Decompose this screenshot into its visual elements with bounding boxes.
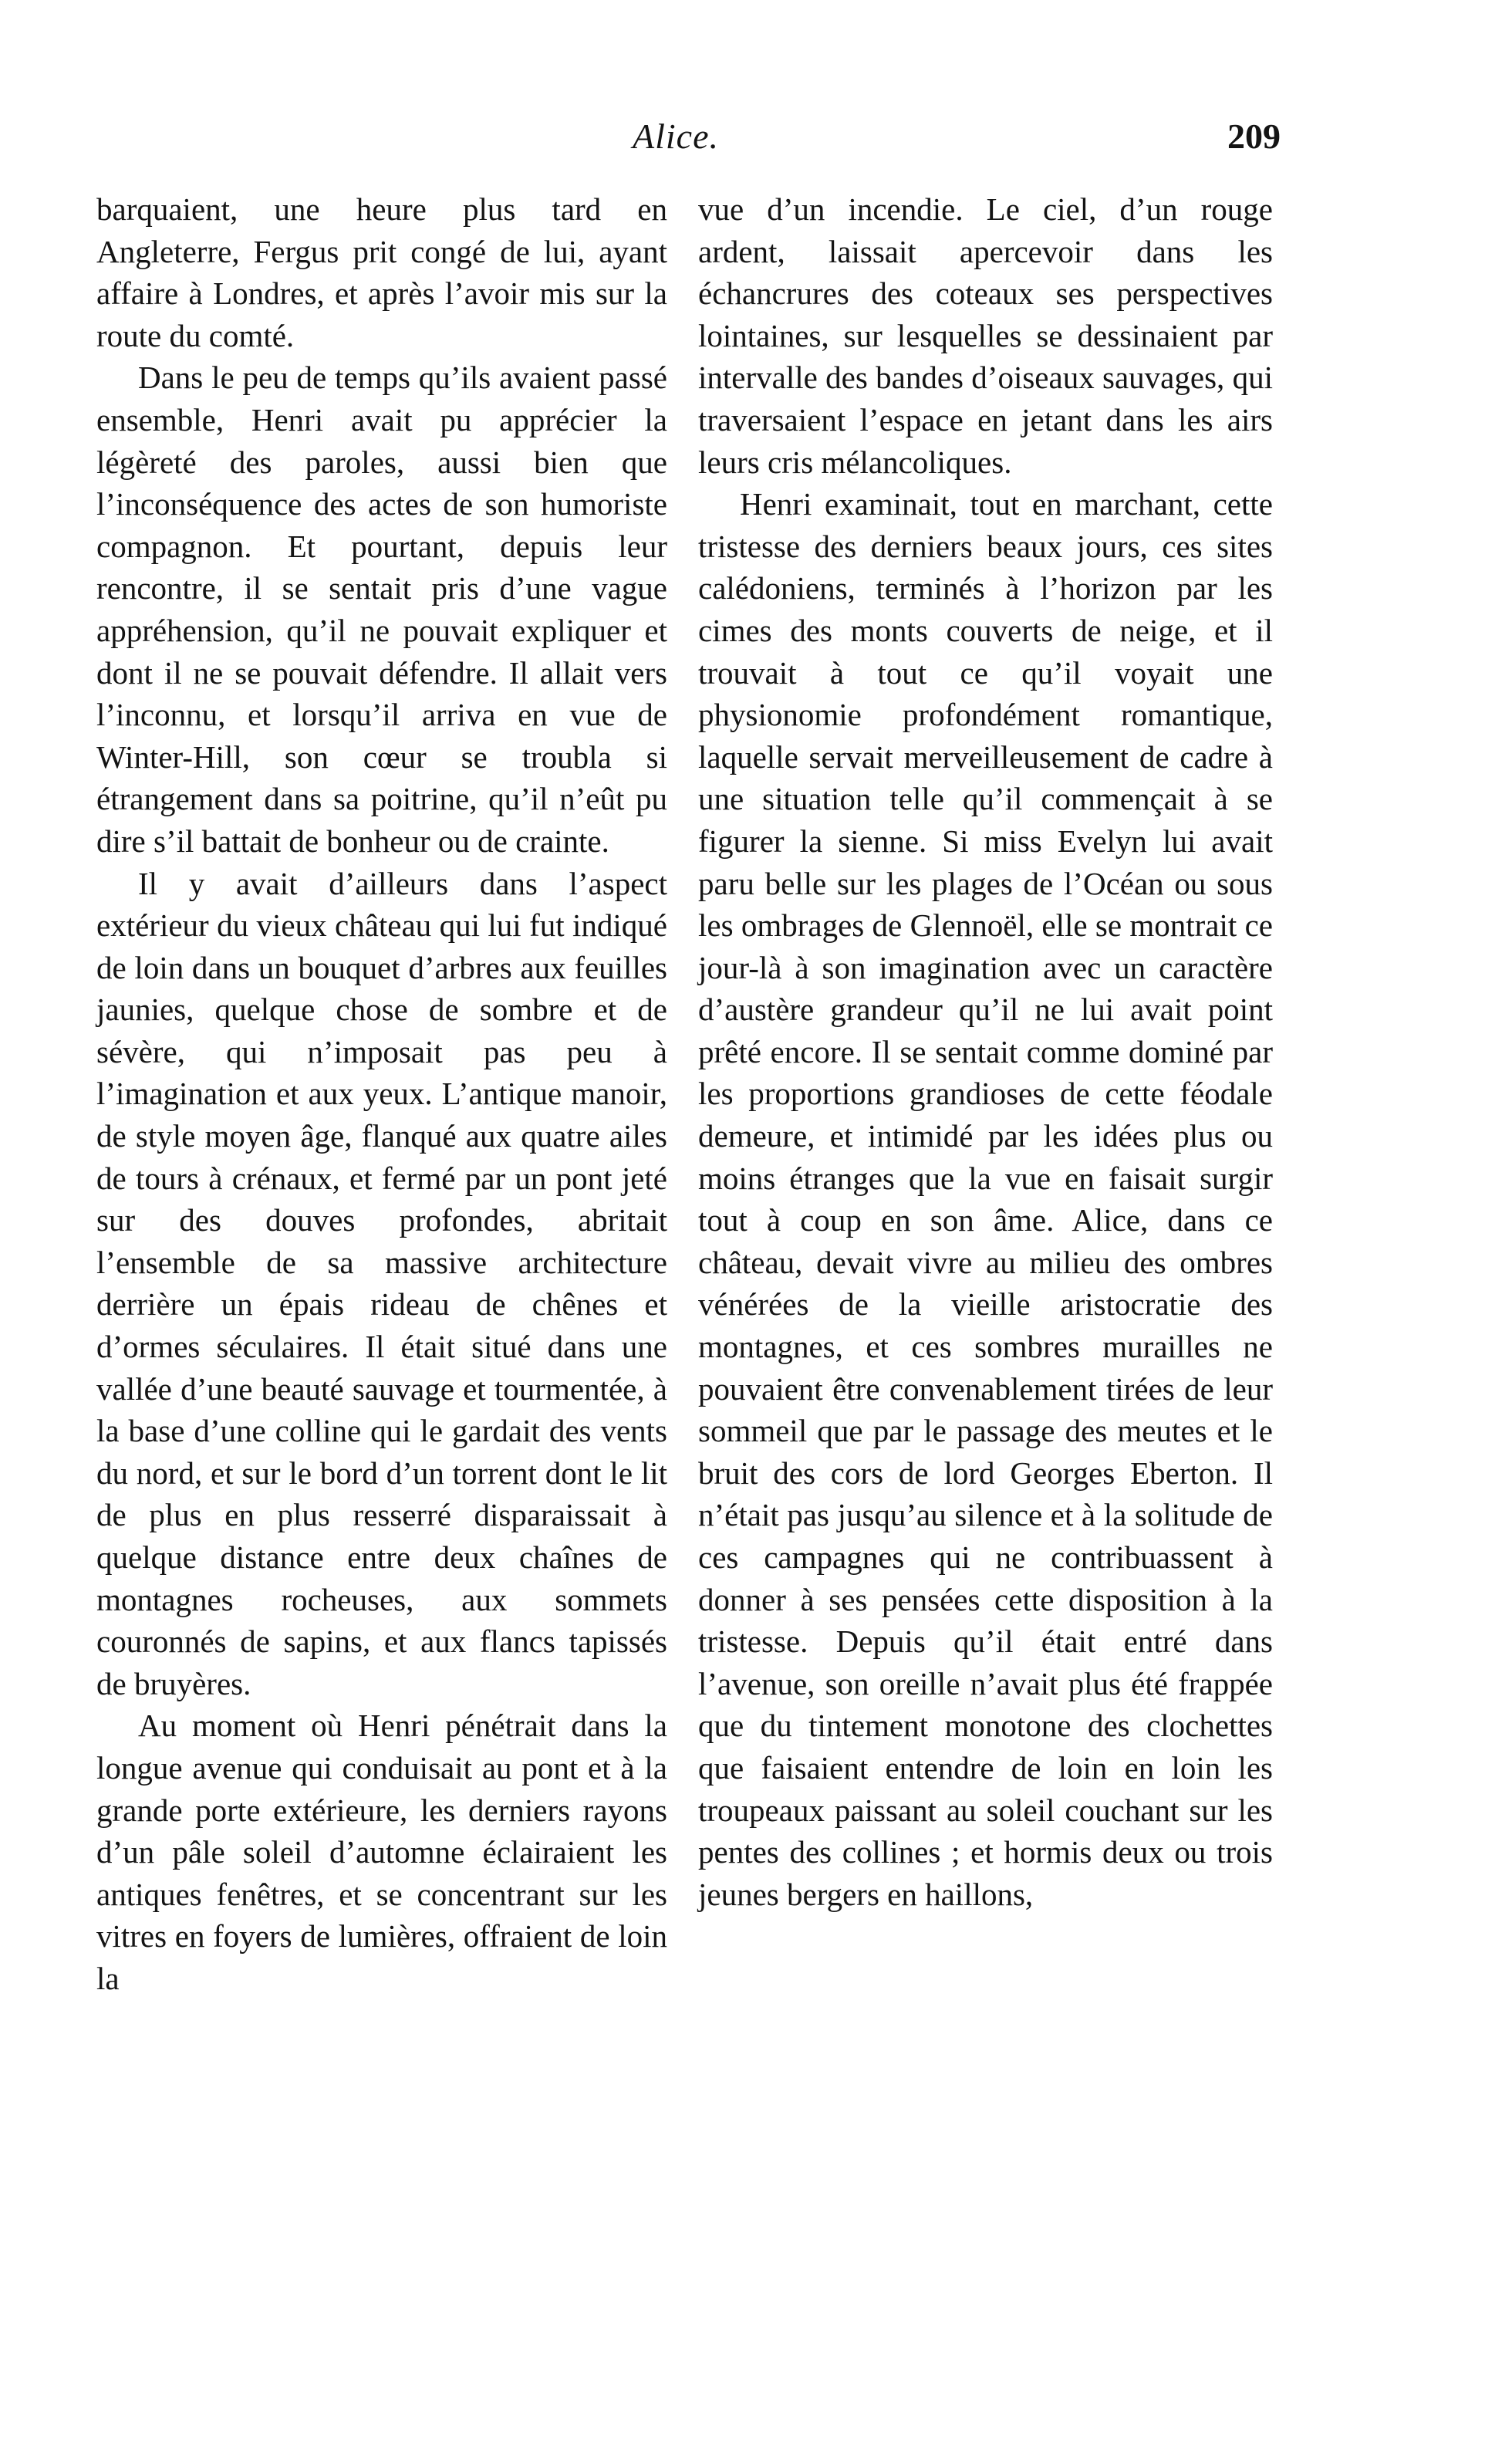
paragraph-continued: vue d’un incendie. Le ciel, d’un rouge ardent, laissait apercevoir dans les échancrures des coteaux ses perspectives lointaines, sur lesquelles se dessinaient par intervalle des bandes d’oiseaux sauvages, qui traversaient l’espace en jetant dans les airs leurs cris mélancoliques.	[698, 191, 1273, 480]
page-number: 209	[1227, 117, 1281, 156]
paragraph: Dans le peu de temps qu’ils avaient passé ensemble, Henri avait pu apprécier la légèreté des paroles, aussi bien que l’inconséquence des actes de son humoriste compagnon. Et pourtant, depuis leur rencontre, il se sentait pris d’une vague appréhension, qu’il ne pouvait expliquer et dont il ne se pouvait défendre. Il allait vers l’inconnu, et lorsqu’il arriva en vue de Winter-Hill, son cœur se troubla si étrangement dans sa poitrine, qu’il n’eût pu dire s’il battait de bonheur ou de crainte.	[96, 360, 667, 859]
paragraph: Il y avait d’ailleurs dans l’aspect extérieur du vieux château qui lui fut indiqué de loin dans un bouquet d’arbres aux feuilles jaunies, quelque chose de sombre et de sévère, qui n’imposait pas peu à l’imagination et aux yeux. L’antique manoir, de style moyen âge, flanqué aux quatre ailes de tours à crénaux, et fermé par un pont jeté sur des douves profondes, abritait l’ensemble de sa massive architecture derrière un épais rideau de chênes et d’ormes séculaires. Il était situé dans une vallée d’une beauté sauvage et tourmentée, à la base d’une colline qui le gardait des vents du nord, et sur le bord d’un torrent dont le lit de plus en plus resserré disparaissait à quelque distance entre deux chaînes de montagnes rocheuses, aux sommets couronnés de sapins, et aux flancs tapissés de bruyères.	[96, 865, 667, 1701]
chapter-title: Alice.	[633, 117, 719, 156]
paragraph: Henri examinait, tout en marchant, cette tristesse des derniers beaux jours, ces sites calédoniens, terminés à l’horizon par les cimes des monts couverts de neige, et il trouvait à tout ce qu’il voyait une physionomie profondément romantique, laquelle servait merveilleusement de cadre à une situation telle qu’il commençait à se figurer la sienne. Si miss Evelyn lui avait paru belle sur les plages de l’Océan ou sous les ombrages de Glennoël, elle se montrait ce jour-là à son imagination avec un caractère d’austère grandeur qu’il ne lui avait point prêté encore. Il se sentait comme dominé par les proportions grandioses de cette féodale demeure, et intimidé par les idées plus ou moins étranges que la vue en faisait surgir tout à coup en son âme. Alice, dans ce château, devait vivre au milieu des ombres vénérées de la vieille aristocratie des montagnes, et ces sombres murailles ne pouvaient être convenablement tirées de leur sommeil que par le passage des meutes et le bruit des cors de lord Georges Eberton. Il n’était pas jusqu’au silence et à la solitude de ces campagnes qui ne contribuassent à donner à ses pensées cette disposition à la tristesse. Depuis qu’il était entré dans l’avenue, son oreille n’avait plus été frappée que du tintement monotone des clochettes que faisaient entendre de loin en loin les troupeaux paissant au soleil couchant sur les pentes des collines ; et hormis deux ou trois jeunes bergers en haillons,	[698, 486, 1273, 1912]
running-head	[93, 116, 1281, 162]
paragraph-continued: barquaient, une heure plus tard en Angleterre, Fergus prit congé de lui, ayant affaire à Londres, et après l’avoir mis sur la route du comté.	[96, 191, 667, 353]
paragraph: Au moment où Henri pénétrait dans la longue avenue qui conduisait au pont et à la grande porte extérieure, les derniers rayons d’un pâle soleil d’automne éclairaient les antiques fenêtres, et se concentrant sur les vitres en foyers de lumières, offraient de loin la	[96, 1708, 667, 1996]
left-column	[96, 188, 667, 2000]
right-column	[698, 188, 1273, 1915]
